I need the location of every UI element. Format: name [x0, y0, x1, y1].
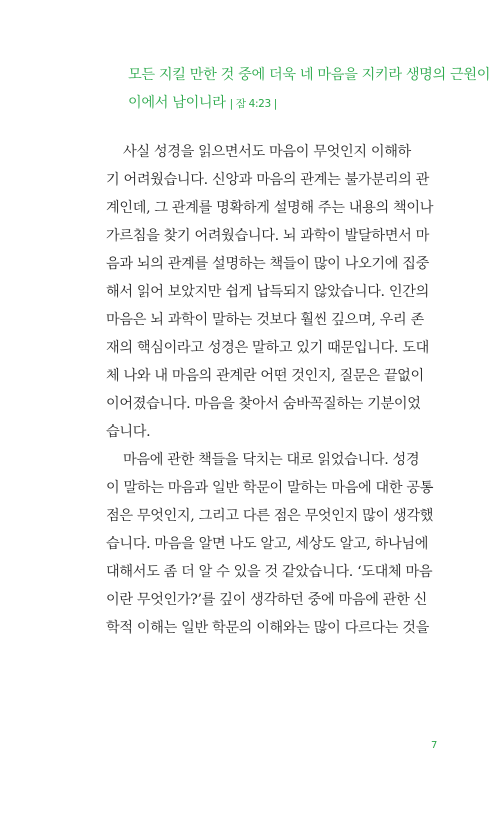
paragraph-line: 기 어려웠습니다. 신앙과 마음의 관계는 불가분리의 관	[106, 172, 429, 188]
paragraph-line: 재의 핵심이라고 성경은 말하고 있기 때문입니다. 도대	[106, 340, 429, 356]
paragraph-line: 습니다.	[106, 424, 151, 440]
paragraph-1	[106, 138, 446, 446]
paragraph-line: 마음은 뇌 과학이 말하는 것보다 훨씬 깊으며, 우리 존	[106, 312, 424, 328]
paragraph-line: 이 말하는 마음과 일반 학문이 말하는 마음에 대한 공통	[106, 480, 434, 496]
paragraph-line: 습니다. 마음을 알면 나도 알고, 세상도 알고, 하나님에	[106, 536, 429, 552]
paragraph-line: 점은 무엇인지, 그리고 다른 점은 무엇인지 많이 생각했	[106, 508, 434, 524]
epigraph-line-2-text: 이에서 남이니라	[128, 95, 226, 111]
paragraph-line: 대해서도 좀 더 알 수 있을 것 같았습니다. ‘도대체 마음	[106, 564, 433, 580]
epigraph-line-1: 모든 지킬 만한 것 중에 더욱 네 마음을 지키라 생명의 근원이	[128, 67, 491, 83]
paragraph-line: 이어졌습니다. 마음을 찾아서 숨바꼭질하는 기분이었	[106, 396, 421, 412]
epigraph	[128, 61, 491, 117]
body-text	[106, 138, 446, 642]
epigraph-reference: | 잠 4:23 |	[229, 98, 277, 110]
paragraph-line: 체 나와 내 마음의 관계란 어떤 것인지, 질문은 끝없이	[106, 368, 424, 384]
paragraph-line: 이란 무엇인가?’를 깊이 생각하던 중에 마음에 관한 신	[106, 592, 427, 608]
paragraph-line: 사실 성경을 읽으면서도 마음이 무엇인지 이해하	[123, 144, 411, 160]
paragraph-line: 학적 이해는 일반 학문의 이해와는 많이 다르다는 것을	[106, 620, 429, 636]
page-number: 7	[431, 740, 438, 751]
paragraph-line: 해서 읽어 보았지만 쉽게 납득되지 않았습니다. 인간의	[106, 284, 429, 300]
paragraph-line: 가르침을 찾기 어려웠습니다. 뇌 과학이 발달하면서 마	[106, 228, 429, 244]
epigraph-line-2	[128, 89, 448, 117]
paragraph-line: 마음에 관한 책들을 닥치는 대로 읽었습니다. 성경	[123, 452, 420, 468]
paragraph-line: 음과 뇌의 관계를 설명하는 책들이 많이 나오기에 집중	[106, 256, 429, 272]
paragraph-2	[106, 446, 446, 642]
paragraph-line: 계인데, 그 관계를 명확하게 설명해 주는 내용의 책이나	[106, 200, 434, 216]
